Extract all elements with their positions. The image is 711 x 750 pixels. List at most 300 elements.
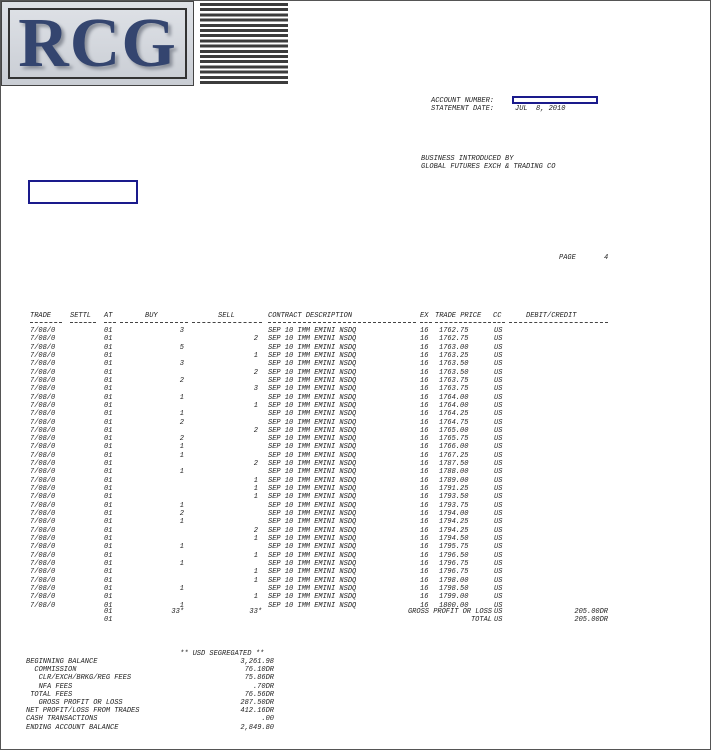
trade-price: 1763.50 <box>439 368 469 377</box>
logo-text: RCG <box>18 4 177 82</box>
table-row <box>0 377 711 385</box>
summary-value: 76.56DR <box>244 690 274 699</box>
summary-label: TOTAL FEES <box>26 690 73 699</box>
trade-at: 01 <box>104 526 113 535</box>
trade-price: 1763.00 <box>439 343 469 352</box>
trade-buy-qty: 5 <box>179 343 184 352</box>
trade-contract: SEP 10 IMM EMINI NSDQ <box>268 393 357 402</box>
summary-title: ** USD SEGREGATED ** <box>180 650 265 658</box>
trade-sell-qty: 2 <box>253 526 258 535</box>
trade-buy-qty: 3 <box>179 327 184 335</box>
summary-line <box>0 658 711 666</box>
summary-line <box>0 707 711 715</box>
header-rule-cc <box>493 322 505 323</box>
trade-exchange: 16 <box>420 584 429 593</box>
trade-buy-qty: 2 <box>179 510 184 519</box>
table-row <box>0 568 711 576</box>
trade-price: 1791.25 <box>439 485 469 494</box>
trade-contract: SEP 10 IMM EMINI NSDQ <box>268 601 357 610</box>
table-row <box>0 352 711 360</box>
trade-currency: US <box>494 568 503 577</box>
totals-amount: 205.00DR <box>574 616 608 624</box>
trade-exchange: 16 <box>420 360 429 369</box>
trade-contract: SEP 10 IMM EMINI NSDQ <box>268 468 357 477</box>
trade-exchange: 16 <box>420 535 429 543</box>
header-rule-trade <box>30 322 62 323</box>
header-rule-ex <box>420 322 432 323</box>
trade-buy-qty: 2 <box>179 376 184 385</box>
trade-currency: US <box>494 543 503 552</box>
trade-price: 1799.00 <box>439 593 469 602</box>
summary-line <box>0 715 711 723</box>
trade-date: 7/08/0 <box>30 360 56 369</box>
summary-line <box>0 699 711 707</box>
trade-price: 1765.75 <box>439 435 469 444</box>
trade-contract: SEP 10 IMM EMINI NSDQ <box>268 493 357 502</box>
trade-buy-qty: 1 <box>179 584 184 593</box>
trade-currency: US <box>494 435 503 444</box>
trade-at: 01 <box>104 327 113 335</box>
trade-currency: US <box>494 551 503 560</box>
trade-price: 1794.25 <box>439 526 469 535</box>
col-header-debit-credit: DEBIT/CREDIT <box>526 312 577 320</box>
trade-contract: SEP 10 IMM EMINI NSDQ <box>268 351 357 360</box>
trade-buy-qty: 1 <box>179 501 184 510</box>
trade-price: 1796.75 <box>439 559 469 568</box>
col-header-price: TRADE PRICE <box>435 312 482 320</box>
trade-buy-qty: 1 <box>179 518 184 527</box>
rcg-logo <box>1 1 194 86</box>
logo-stripes <box>200 3 288 85</box>
table-row <box>0 527 711 535</box>
trade-exchange: 16 <box>420 568 429 577</box>
trade-currency: US <box>494 351 503 360</box>
trade-contract: SEP 10 IMM EMINI NSDQ <box>268 551 357 560</box>
summary-line <box>0 674 711 682</box>
totals-label: TOTAL <box>470 616 492 624</box>
trade-date: 7/08/0 <box>30 435 56 444</box>
trade-currency: US <box>494 410 503 419</box>
summary-value: 75.86DR <box>244 674 274 683</box>
trade-currency: US <box>494 393 503 402</box>
trade-date: 7/08/0 <box>30 584 56 593</box>
table-row <box>0 327 711 335</box>
introduced-by-line2: GLOBAL FUTURES EXCH & TRADING CO <box>421 163 556 171</box>
trade-exchange: 16 <box>420 576 429 585</box>
trade-at: 01 <box>104 543 113 552</box>
trade-at: 01 <box>104 443 113 452</box>
trade-price: 1787.50 <box>439 460 469 469</box>
trade-price: 1764.00 <box>439 401 469 410</box>
trade-sell-qty: 1 <box>253 535 258 543</box>
table-row <box>0 435 711 443</box>
trade-price: 1764.00 <box>439 393 469 402</box>
col-header-cc: CC <box>493 312 502 320</box>
totals-row <box>0 616 711 624</box>
trade-currency: US <box>494 601 503 610</box>
trade-at: 01 <box>104 343 113 352</box>
trade-currency: US <box>494 460 503 469</box>
trade-price: 1798.50 <box>439 584 469 593</box>
trade-contract: SEP 10 IMM EMINI NSDQ <box>268 335 357 344</box>
trade-exchange: 16 <box>420 335 429 344</box>
trade-date: 7/08/0 <box>30 476 56 485</box>
trade-contract: SEP 10 IMM EMINI NSDQ <box>268 526 357 535</box>
col-header-settl: SETTL <box>70 312 92 320</box>
page-label: PAGE <box>559 254 576 262</box>
trade-exchange: 16 <box>420 460 429 469</box>
trade-sell-qty: 2 <box>253 426 258 435</box>
table-row <box>0 402 711 410</box>
trade-contract: SEP 10 IMM EMINI NSDQ <box>268 584 357 593</box>
statement-date-label: STATEMENT DATE: <box>431 105 495 113</box>
trade-exchange: 16 <box>420 376 429 385</box>
customer-address-redaction <box>28 180 138 204</box>
trade-currency: US <box>494 535 503 543</box>
trade-buy-qty: 1 <box>179 393 184 402</box>
trade-buy-qty: 1 <box>179 543 184 552</box>
trade-currency: US <box>494 559 503 568</box>
table-row <box>0 510 711 518</box>
header-rule-contract <box>268 322 416 323</box>
trade-currency: US <box>494 418 503 427</box>
logo-frame <box>8 4 187 82</box>
table-row <box>0 493 711 501</box>
trade-currency: US <box>494 518 503 527</box>
trade-contract: SEP 10 IMM EMINI NSDQ <box>268 327 357 335</box>
totals-label: GROSS PROFIT OR LOSS <box>407 608 492 616</box>
trade-at: 01 <box>104 576 113 585</box>
trade-exchange: 16 <box>420 327 429 335</box>
trade-at: 01 <box>104 601 113 610</box>
trade-contract: SEP 10 IMM EMINI NSDQ <box>268 401 357 410</box>
trade-contract: SEP 10 IMM EMINI NSDQ <box>268 543 357 552</box>
summary-line <box>0 724 711 732</box>
table-row <box>0 518 711 526</box>
trade-at: 01 <box>104 493 113 502</box>
summary-value: 412.16DR <box>240 707 274 716</box>
trade-currency: US <box>494 476 503 485</box>
trade-date: 7/08/0 <box>30 327 56 335</box>
trade-at: 01 <box>104 393 113 402</box>
trade-contract: SEP 10 IMM EMINI NSDQ <box>268 343 357 352</box>
trade-date: 7/08/0 <box>30 526 56 535</box>
trade-price: 1793.50 <box>439 493 469 502</box>
trade-date: 7/08/0 <box>30 485 56 494</box>
trade-exchange: 16 <box>420 501 429 510</box>
trade-currency: US <box>494 526 503 535</box>
trade-currency: US <box>494 593 503 602</box>
trade-at: 01 <box>104 535 113 543</box>
table-row <box>0 369 711 377</box>
statement-date-value: JUL 8, 2010 <box>515 105 566 113</box>
table-row <box>0 485 711 493</box>
trade-currency: US <box>494 576 503 585</box>
trade-price: 1765.00 <box>439 426 469 435</box>
trade-date: 7/08/0 <box>30 393 56 402</box>
trade-currency: US <box>494 385 503 394</box>
summary-label: ENDING ACCOUNT BALANCE <box>26 723 119 732</box>
trade-exchange: 16 <box>420 393 429 402</box>
totals-buy-qty: 33* <box>171 608 184 616</box>
table-row <box>0 535 711 543</box>
table-row <box>0 344 711 352</box>
trade-date: 7/08/0 <box>30 385 56 394</box>
header-rule-at <box>104 322 116 323</box>
trade-price: 1763.75 <box>439 376 469 385</box>
trade-contract: SEP 10 IMM EMINI NSDQ <box>268 410 357 419</box>
trade-price: 1763.25 <box>439 351 469 360</box>
summary-value: 2,849.80 <box>240 723 274 732</box>
trade-exchange: 16 <box>420 426 429 435</box>
trade-date: 7/08/0 <box>30 343 56 352</box>
trade-date: 7/08/0 <box>30 443 56 452</box>
trade-exchange: 16 <box>420 343 429 352</box>
trade-at: 01 <box>104 468 113 477</box>
trade-exchange: 16 <box>420 418 429 427</box>
trade-price: 1796.50 <box>439 551 469 560</box>
table-row <box>0 335 711 343</box>
trade-date: 7/08/0 <box>30 451 56 460</box>
trade-price: 1764.75 <box>439 418 469 427</box>
trade-price: 1762.75 <box>439 327 469 335</box>
trade-price: 1762.75 <box>439 335 469 344</box>
trade-date: 7/08/0 <box>30 593 56 602</box>
trade-buy-qty: 3 <box>179 360 184 369</box>
trade-currency: US <box>494 360 503 369</box>
summary-value: 3,261.98 <box>240 658 274 666</box>
trade-date: 7/08/0 <box>30 401 56 410</box>
account-number-redaction <box>512 96 598 104</box>
header-rule-sell <box>192 322 262 323</box>
trade-contract: SEP 10 IMM EMINI NSDQ <box>268 501 357 510</box>
trade-contract: SEP 10 IMM EMINI NSDQ <box>268 576 357 585</box>
trade-contract: SEP 10 IMM EMINI NSDQ <box>268 593 357 602</box>
trade-at: 01 <box>104 368 113 377</box>
header-rule-debit-credit <box>509 322 608 323</box>
summary-label: GROSS PROFIT OR LOSS <box>26 699 123 707</box>
trade-currency: US <box>494 335 503 344</box>
trade-date: 7/08/0 <box>30 460 56 469</box>
trade-sell-qty: 1 <box>253 551 258 560</box>
table-row <box>0 477 711 485</box>
trade-exchange: 16 <box>420 551 429 560</box>
totals-at: 01 <box>104 608 113 616</box>
trade-currency: US <box>494 485 503 494</box>
trade-currency: US <box>494 426 503 435</box>
trade-buy-qty: 1 <box>179 451 184 460</box>
trade-contract: SEP 10 IMM EMINI NSDQ <box>268 476 357 485</box>
trade-at: 01 <box>104 559 113 568</box>
trade-date: 7/08/0 <box>30 376 56 385</box>
trade-exchange: 16 <box>420 485 429 494</box>
trade-price: 1766.00 <box>439 443 469 452</box>
trade-at: 01 <box>104 385 113 394</box>
trade-at: 01 <box>104 451 113 460</box>
trade-at: 01 <box>104 410 113 419</box>
trade-currency: US <box>494 510 503 519</box>
trade-sell-qty: 1 <box>253 593 258 602</box>
totals-currency: US <box>494 616 503 624</box>
trade-at: 01 <box>104 551 113 560</box>
trade-sell-qty: 3 <box>253 385 258 394</box>
col-header-buy: BUY <box>145 312 158 320</box>
trade-sell-qty: 2 <box>253 335 258 344</box>
trade-price: 1764.25 <box>439 410 469 419</box>
col-header-contract: CONTRACT DESCRIPTION <box>268 312 353 320</box>
trade-contract: SEP 10 IMM EMINI NSDQ <box>268 368 357 377</box>
trade-date: 7/08/0 <box>30 335 56 344</box>
trade-at: 01 <box>104 593 113 602</box>
totals-at: 01 <box>104 616 113 624</box>
trade-exchange: 16 <box>420 368 429 377</box>
trade-at: 01 <box>104 435 113 444</box>
table-row <box>0 468 711 476</box>
table-row <box>0 419 711 427</box>
trade-at: 01 <box>104 485 113 494</box>
trade-buy-qty: 2 <box>179 418 184 427</box>
trade-date: 7/08/0 <box>30 601 56 610</box>
trade-price: 1796.75 <box>439 568 469 577</box>
trade-at: 01 <box>104 335 113 344</box>
trade-date: 7/08/0 <box>30 559 56 568</box>
summary-label: BEGINNING BALANCE <box>26 658 98 666</box>
trade-exchange: 16 <box>420 543 429 552</box>
trade-exchange: 16 <box>420 526 429 535</box>
col-header-at: AT <box>104 312 113 320</box>
trade-at: 01 <box>104 460 113 469</box>
trade-exchange: 16 <box>420 410 429 419</box>
trade-price: 1763.75 <box>439 385 469 394</box>
header-rule-settl <box>70 322 96 323</box>
trade-contract: SEP 10 IMM EMINI NSDQ <box>268 518 357 527</box>
table-row <box>0 394 711 402</box>
trade-date: 7/08/0 <box>30 551 56 560</box>
trade-sell-qty: 2 <box>253 460 258 469</box>
totals-row <box>0 608 711 616</box>
trade-buy-qty: 1 <box>179 559 184 568</box>
trade-currency: US <box>494 368 503 377</box>
trade-contract: SEP 10 IMM EMINI NSDQ <box>268 418 357 427</box>
trade-exchange: 16 <box>420 593 429 602</box>
trade-buy-qty: 1 <box>179 443 184 452</box>
trade-contract: SEP 10 IMM EMINI NSDQ <box>268 460 357 469</box>
trade-date: 7/08/0 <box>30 568 56 577</box>
trade-date: 7/08/0 <box>30 493 56 502</box>
summary-line <box>0 666 711 674</box>
table-row <box>0 460 711 468</box>
trade-contract: SEP 10 IMM EMINI NSDQ <box>268 426 357 435</box>
table-row <box>0 560 711 568</box>
totals-sell-qty: 33* <box>249 608 262 616</box>
summary-label: COMMISSION <box>26 666 77 675</box>
trade-at: 01 <box>104 351 113 360</box>
summary-line <box>0 691 711 699</box>
trade-currency: US <box>494 584 503 593</box>
trade-price: 1795.75 <box>439 543 469 552</box>
trade-sell-qty: 1 <box>253 476 258 485</box>
trade-sell-qty: 1 <box>253 568 258 577</box>
trade-exchange: 16 <box>420 451 429 460</box>
trade-at: 01 <box>104 401 113 410</box>
trade-contract: SEP 10 IMM EMINI NSDQ <box>268 451 357 460</box>
trade-at: 01 <box>104 501 113 510</box>
trade-buy-qty: 1 <box>179 601 184 610</box>
trade-date: 7/08/0 <box>30 468 56 477</box>
summary-value: .00 <box>261 715 274 724</box>
trade-exchange: 16 <box>420 493 429 502</box>
trade-date: 7/08/0 <box>30 510 56 519</box>
trade-date: 7/08/0 <box>30 576 56 585</box>
trade-at: 01 <box>104 360 113 369</box>
trade-sell-qty: 1 <box>253 401 258 410</box>
trade-currency: US <box>494 401 503 410</box>
trade-contract: SEP 10 IMM EMINI NSDQ <box>268 510 357 519</box>
trade-exchange: 16 <box>420 559 429 568</box>
summary-label: CLR/EXCH/BRKG/REG FEES <box>26 674 132 683</box>
trade-price: 1767.25 <box>439 451 469 460</box>
table-row <box>0 502 711 510</box>
trade-date: 7/08/0 <box>30 368 56 377</box>
trade-exchange: 16 <box>420 351 429 360</box>
totals-amount: 205.00DR <box>574 608 608 616</box>
trade-currency: US <box>494 443 503 452</box>
trade-exchange: 16 <box>420 401 429 410</box>
trade-sell-qty: 1 <box>253 493 258 502</box>
trade-contract: SEP 10 IMM EMINI NSDQ <box>268 376 357 385</box>
col-header-trade: TRADE <box>30 312 52 320</box>
trade-exchange: 16 <box>420 518 429 527</box>
trade-contract: SEP 10 IMM EMINI NSDQ <box>268 360 357 369</box>
trade-exchange: 16 <box>420 476 429 485</box>
account-number-label: ACCOUNT NUMBER: <box>431 97 495 105</box>
summary-line <box>0 683 711 691</box>
trade-currency: US <box>494 451 503 460</box>
trade-sell-qty: 2 <box>253 368 258 377</box>
trade-contract: SEP 10 IMM EMINI NSDQ <box>268 435 357 444</box>
trade-currency: US <box>494 468 503 477</box>
trade-date: 7/08/0 <box>30 410 56 419</box>
trade-sell-qty: 1 <box>253 485 258 494</box>
trade-contract: SEP 10 IMM EMINI NSDQ <box>268 385 357 394</box>
trade-price: 1800.00 <box>439 601 469 610</box>
table-row <box>0 443 711 451</box>
col-header-ex: EX <box>420 312 429 320</box>
trade-at: 01 <box>104 568 113 577</box>
trade-currency: US <box>494 376 503 385</box>
trade-price: 1793.75 <box>439 501 469 510</box>
trade-at: 01 <box>104 426 113 435</box>
summary-label: CASH TRANSACTIONS <box>26 715 98 724</box>
trade-sell-qty: 1 <box>253 351 258 360</box>
trade-price: 1788.00 <box>439 468 469 477</box>
trade-price: 1794.50 <box>439 535 469 543</box>
trade-exchange: 16 <box>420 443 429 452</box>
trade-date: 7/08/0 <box>30 543 56 552</box>
trade-contract: SEP 10 IMM EMINI NSDQ <box>268 568 357 577</box>
table-row <box>0 593 711 601</box>
trade-contract: SEP 10 IMM EMINI NSDQ <box>268 535 357 543</box>
trade-currency: US <box>494 343 503 352</box>
introduced-by-line1: BUSINESS INTRODUCED BY <box>421 155 514 163</box>
trade-date: 7/08/0 <box>30 535 56 543</box>
col-header-sell: SELL <box>218 312 235 320</box>
summary-value: 76.10DR <box>244 666 274 675</box>
summary-label: NET PROFIT/LOSS FROM TRADES <box>26 707 140 716</box>
trade-currency: US <box>494 327 503 335</box>
trade-at: 01 <box>104 584 113 593</box>
trade-at: 01 <box>104 510 113 519</box>
